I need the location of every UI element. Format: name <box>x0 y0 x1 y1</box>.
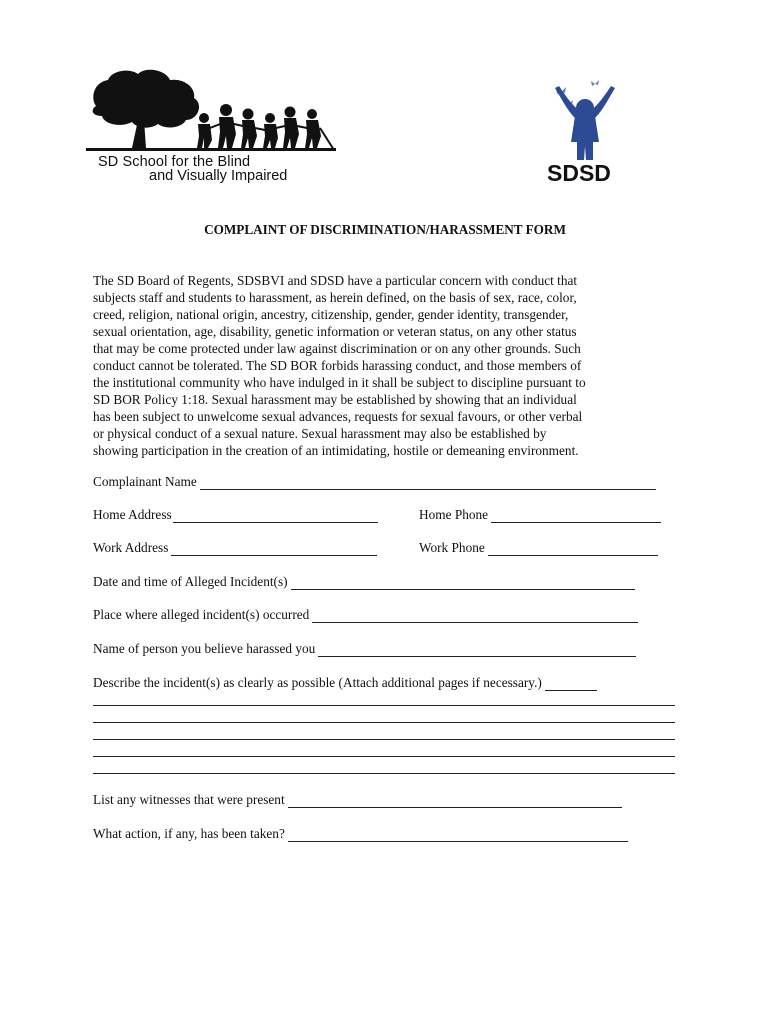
describe-blank-line[interactable] <box>93 773 675 774</box>
home-address-line[interactable] <box>173 510 378 523</box>
person-line[interactable] <box>318 644 636 657</box>
describe-blank-line[interactable] <box>93 756 675 757</box>
home-address-field[interactable] <box>93 507 378 523</box>
describe-blank-line[interactable] <box>93 739 675 740</box>
work-phone-line[interactable] <box>488 543 658 556</box>
witnesses-label: List any witnesses that were present <box>93 792 285 807</box>
intro-text: The SD Board of Regents, SDSBVI and SDSD have a particular concern with conduct that subjects staff and students to harassment, as herein defined, on the basis of sex, race, color, creed, religion, national origin, ancestry, citizenship, gender, gender identity, transgender, sexual orientation, age, disability, genetic information or veteran status, on any other status that may be come protected under law against discrimination or on any other grounds. Such conduct cannot be tolerated. The SD BOR forbids harassing conduct, and those members of the institutional community who have indulged in it shall be subject to discipline pursuant to SD BOR Policy 1:18. Sexual harassment may be established by showing that an individual has been subject to unwelcome sexual advances, requests for sexual favours, or other verbal or physical conduct of a sexual nature. Sexual harassment may also be established by showing participation in the creation of an intimidating, hostile or demeaning environment. <box>93 273 586 458</box>
describe-blank-line[interactable] <box>93 705 675 706</box>
home-phone-label: Home Phone <box>419 507 489 522</box>
action-line[interactable] <box>288 829 628 842</box>
place-field[interactable] <box>93 607 638 623</box>
place-line[interactable] <box>312 610 638 623</box>
complainant-name-field[interactable] <box>93 474 656 490</box>
work-address-label: Work Address <box>93 540 169 555</box>
complainant-name-line[interactable] <box>200 477 656 490</box>
complainant-name-label: Complainant Name <box>93 474 197 489</box>
date-time-line[interactable] <box>291 577 635 590</box>
home-address-label: Home Address <box>93 507 172 522</box>
describe-label: Describe the incident(s) as clearly as possible (Attach additional pages if necessary.) <box>93 675 542 690</box>
sdsd-logo <box>545 80 629 190</box>
describe-blank-line[interactable] <box>93 722 675 723</box>
work-address-line[interactable] <box>171 543 377 556</box>
tree-and-people-icon <box>86 68 338 158</box>
action-label: What action, if any, has been taken? <box>93 826 285 841</box>
home-phone-line[interactable] <box>491 510 661 523</box>
person-label: Name of person you believe harassed you <box>93 641 316 656</box>
date-time-label: Date and time of Alleged Incident(s) <box>93 574 288 589</box>
intro-paragraph <box>93 272 683 459</box>
witnesses-line[interactable] <box>288 795 622 808</box>
sdsd-logo-text: SDSD <box>547 160 611 186</box>
form-title: COMPLAINT OF DISCRIMINATION/HARASSMENT FORM <box>204 222 566 237</box>
place-label: Place where alleged incident(s) occurred <box>93 607 310 622</box>
action-field[interactable] <box>93 826 628 842</box>
date-time-field[interactable] <box>93 574 635 590</box>
sdsbvi-logo-line2: and Visually Impaired <box>149 168 288 184</box>
describe-line[interactable] <box>545 678 597 691</box>
describe-field[interactable] <box>93 675 597 691</box>
sdsbvi-logo-line1: SD School for the Blind <box>98 154 251 170</box>
witnesses-field[interactable] <box>93 792 622 808</box>
work-address-field[interactable] <box>93 540 377 556</box>
work-phone-label: Work Phone <box>419 540 485 555</box>
work-phone-field[interactable] <box>419 540 658 556</box>
home-phone-field[interactable] <box>419 507 661 523</box>
child-with-butterflies-icon <box>545 80 629 164</box>
person-field[interactable] <box>93 641 636 657</box>
sdsbvi-logo <box>86 68 338 184</box>
